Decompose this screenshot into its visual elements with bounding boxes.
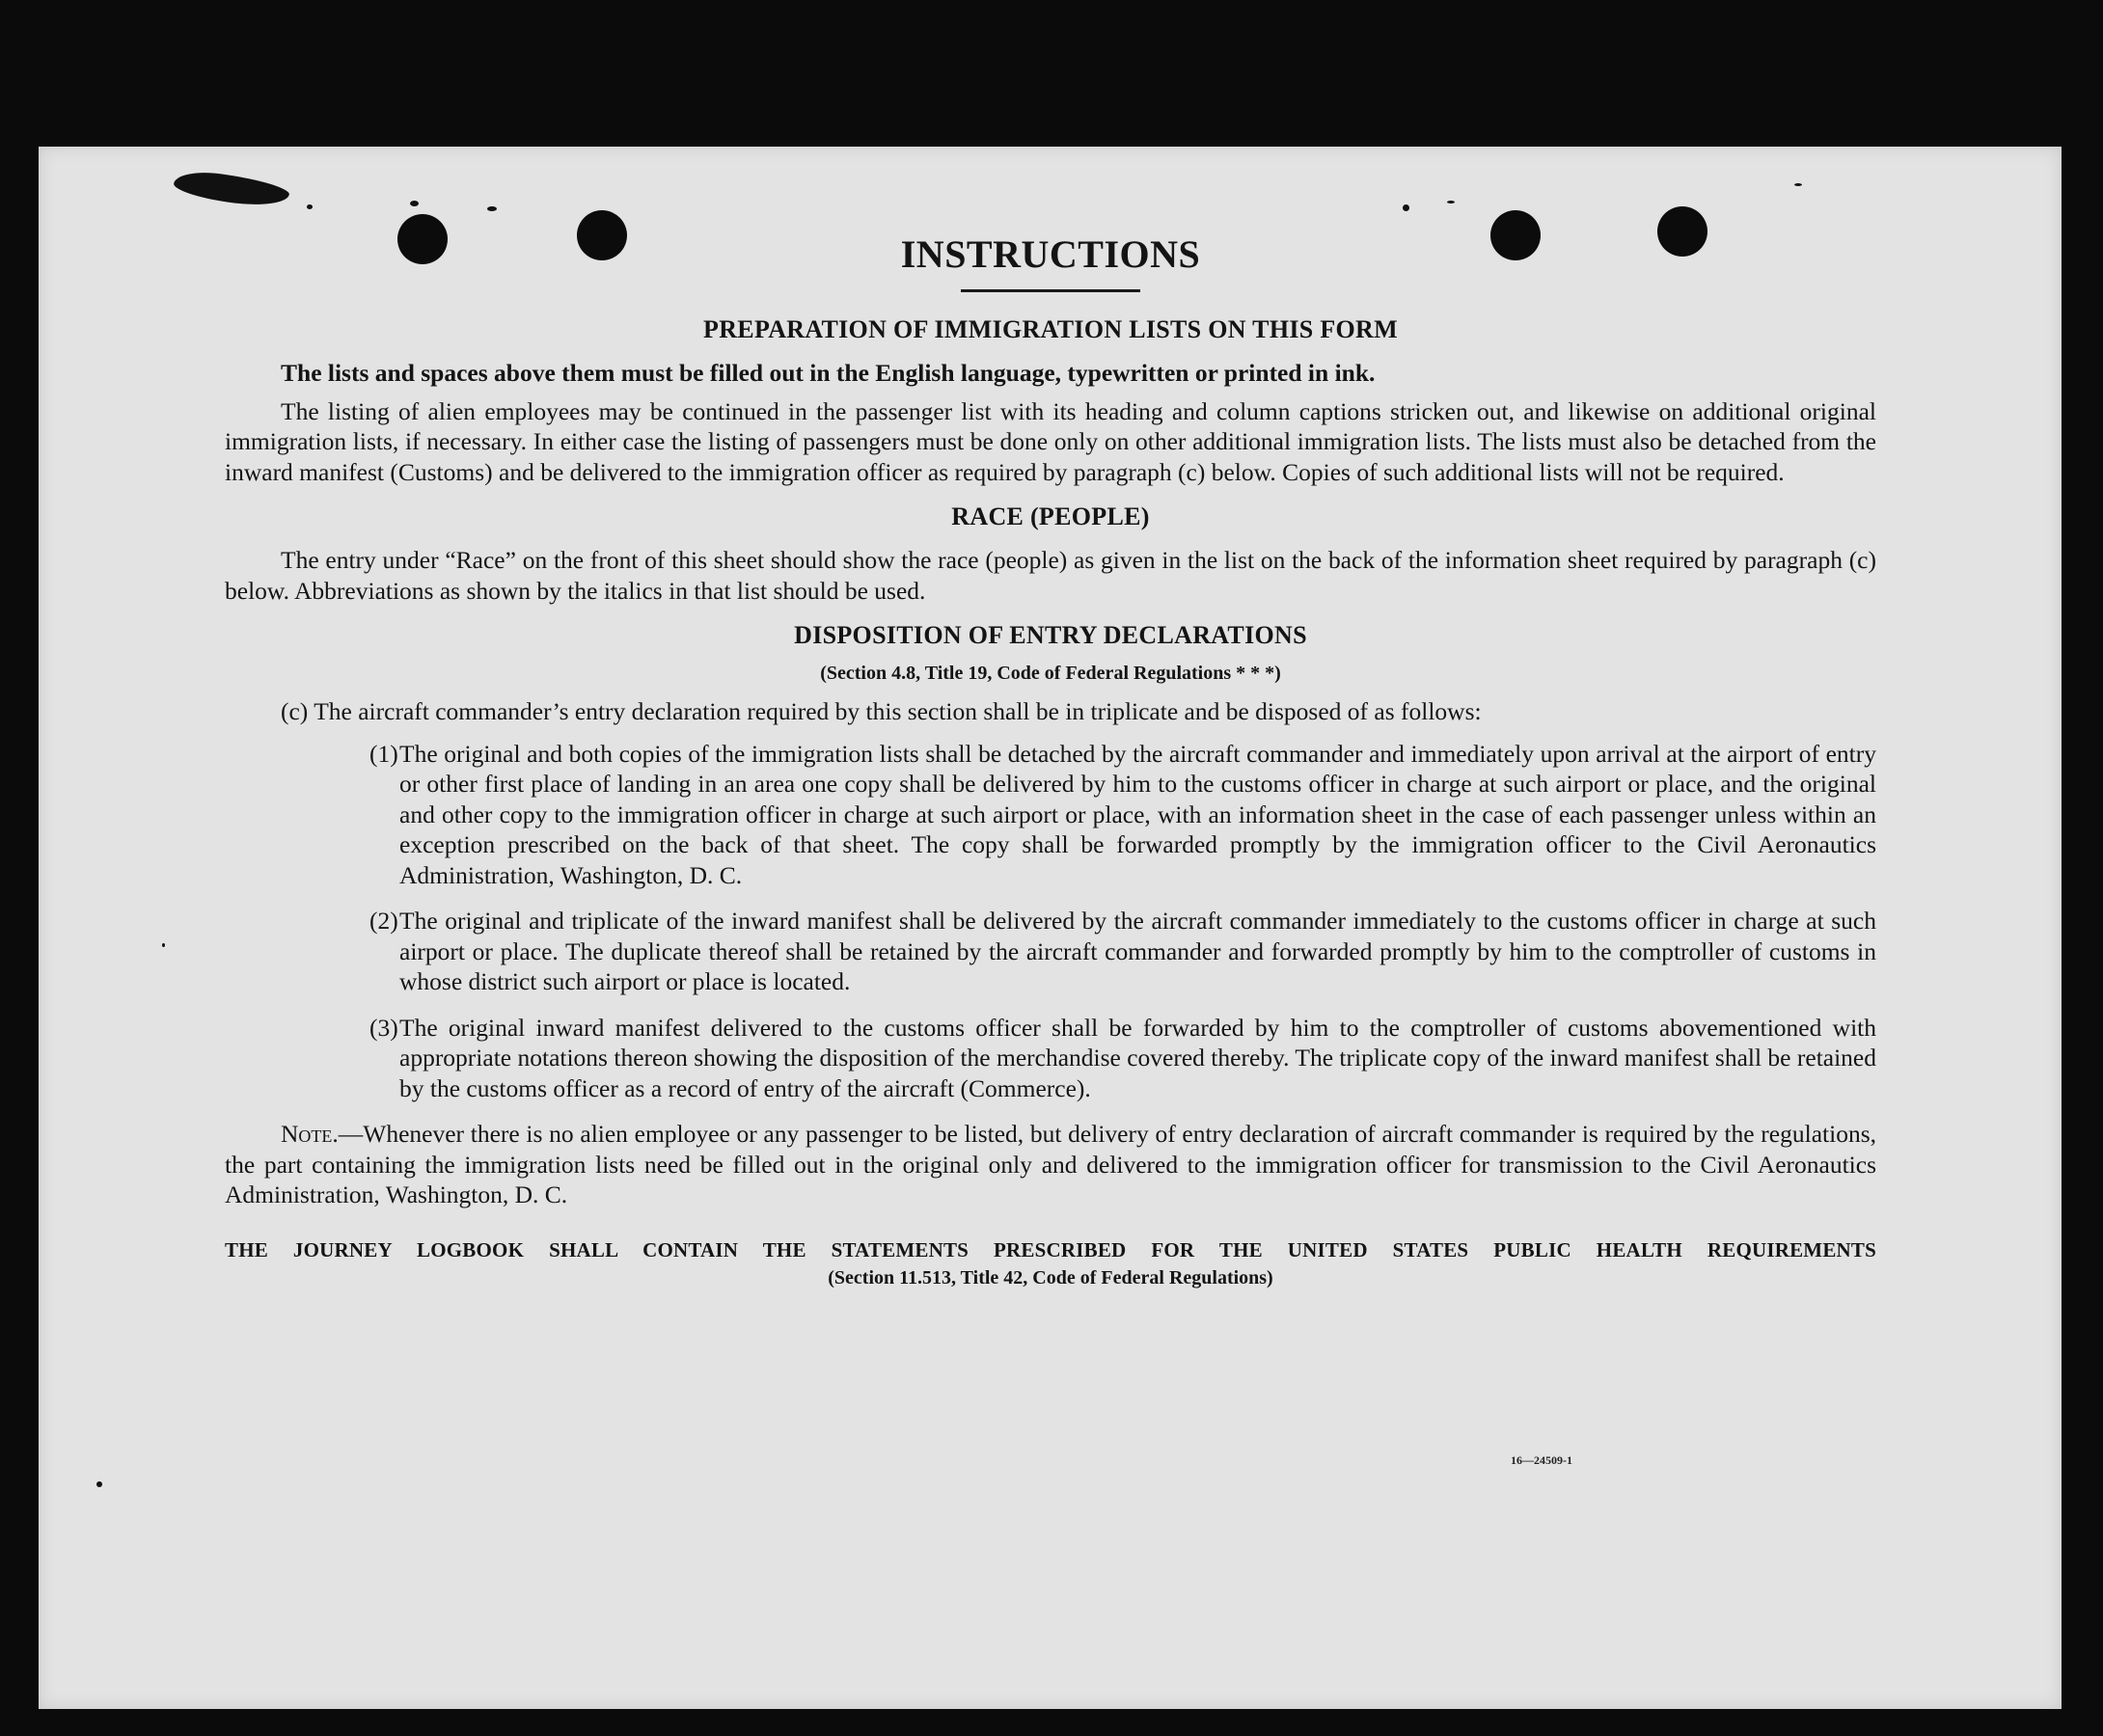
form-number: 16—24509-1: [1511, 1453, 1572, 1467]
item-text: The original and triplicate of the inward manifest shall be delivered by the aircraft commander immediately to the customs officer in charge at such airport or place. The duplicate thereof shall be retained by the aircraft commander and forwarded promptly by him to the comptroller of customs in whose district such airport or place is located.: [399, 907, 1876, 995]
item-text: The original and both copies of the immigration lists shall be detached by the aircraft commander and immediately upon arrival at the airport of entry or other first place of landing in an area one copy shall be delivered by him to the customs officer in charge at such airport or place, and the original and other copy to the immigration officer in charge at such airport or place, with an information sheet in the case of each passenger unless within an exception prescribed on the back of that sheet. The copy shall be forwarded promptly by the immigration officer to the Civil Aeronautics Administration, Washington, D. C.: [399, 739, 1876, 889]
speck: [410, 201, 419, 206]
race-heading: RACE (PEOPLE): [951, 502, 1150, 530]
note-label: Note.: [281, 1120, 339, 1148]
preparation-heading: PREPARATION OF IMMIGRATION LISTS ON THIS FORM: [703, 315, 1398, 343]
disposition-item: [225, 739, 1876, 891]
document-sheet: [39, 147, 2062, 1709]
speck: [96, 1481, 102, 1487]
item-number: (3): [369, 1013, 398, 1042]
disposition-citation: (Section 4.8, Title 19, Code of Federal Regulations * * *): [820, 663, 1281, 684]
speck: [162, 943, 165, 947]
speck: [307, 204, 313, 209]
race-paragraph: The entry under “Race” on the front of this sheet should show the race (people) as given in the list on the back of the information sheet required by paragraph (c) below. Abbreviations as shown by the italics in that list should be used.: [225, 546, 1876, 605]
speck: [1794, 183, 1802, 186]
preparation-paragraph-2: The listing of alien employees may be continued in the passenger list with its heading and column captions stricken out, and likewise on additional original immigration lists, if necessary. In either case the listing of passengers must be done only on other additional immigration lists. The lists must also be detached from the inward manifest (Customs) and be delivered to the immigration officer as required by paragraph (c) below. Copies of such additional lists will not be required.: [225, 396, 1876, 486]
preparation-paragraph-1: The lists and spaces above them must be filled out in the English language, typewritten or printed in ink.: [281, 359, 1376, 387]
title-underline: [961, 289, 1140, 292]
disposition-heading: DISPOSITION OF ENTRY DECLARATIONS: [794, 621, 1307, 649]
health-requirements-heading: THE JOURNEY LOGBOOK SHALL CONTAIN THE STATEMENTS PRESCRIBED FOR THE UNITED STATES PUBLIC HEALTH REQUIREMENTS: [225, 1237, 1876, 1261]
instructions-body: [225, 226, 1876, 1291]
item-number: (1): [369, 739, 398, 768]
note-text: —Whenever there is no alien employee or any passenger to be listed, but delivery of entry declaration of aircraft commander is required by the regulations, the part containing the immigration lists need be filled out in the original only and delivered to the immigration officer for transmission to the Civil Aeronautics Administration, Washington, D. C.: [225, 1120, 1876, 1208]
disposition-item: [225, 906, 1876, 997]
page-title: INSTRUCTIONS: [900, 232, 1201, 276]
speck: [487, 206, 497, 211]
health-requirements-citation: (Section 11.513, Title 42, Code of Federal Regulations): [828, 1266, 1273, 1288]
item-number: (2): [369, 907, 398, 935]
disposition-intro: (c) The aircraft commander’s entry declaration required by this section shall be in triplicate and be disposed of as follows:: [281, 697, 1482, 725]
ink-blot: [173, 168, 291, 210]
item-text: The original inward manifest delivered to the customs officer shall be forwarded by him to the comptroller of customs abovementioned with appropriate notations thereon showing the disposition of the merchandise covered thereby. The triplicate copy of the inward manifest shall be retained by the customs officer as a record of entry of the aircraft (Commerce).: [399, 1013, 1876, 1102]
disposition-item: [225, 1013, 1876, 1104]
speck: [1447, 201, 1455, 203]
note-paragraph: [225, 1119, 1876, 1210]
speck: [1403, 204, 1409, 211]
